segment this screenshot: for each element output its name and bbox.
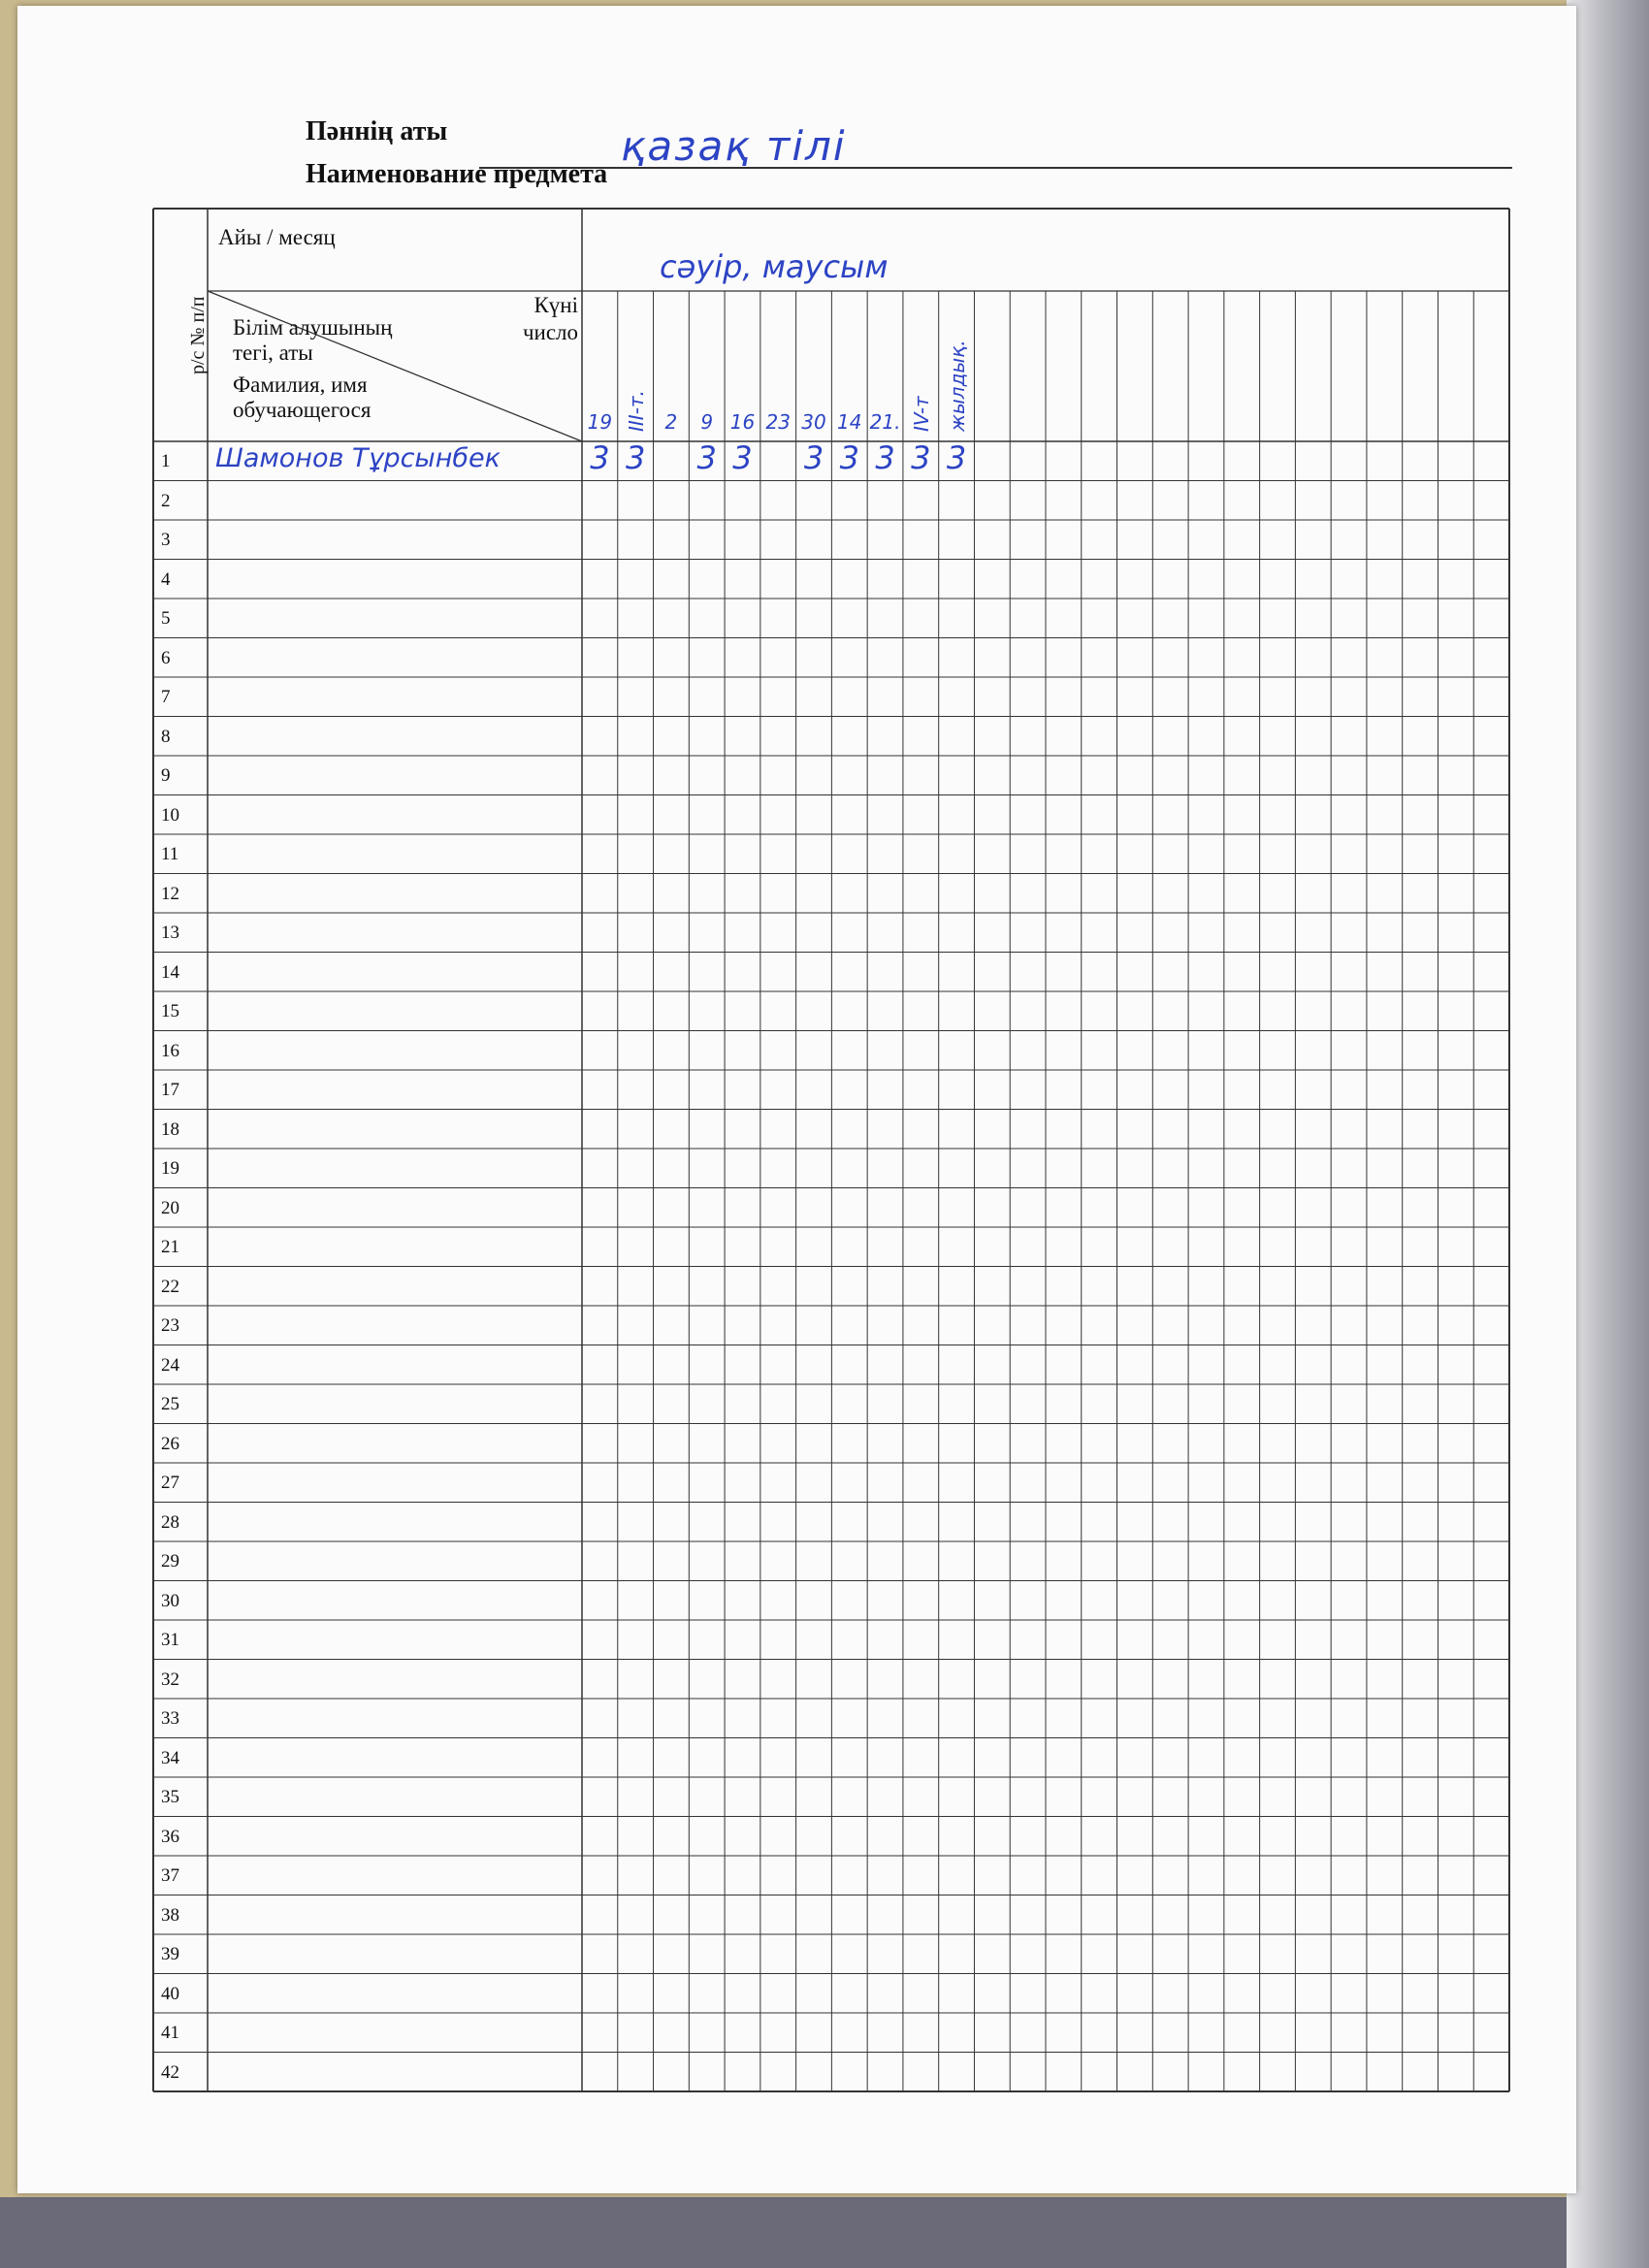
row-number: 38: [161, 1904, 179, 1926]
col-num-label: р/с № п/п: [187, 296, 209, 374]
row-number: 23: [161, 1315, 179, 1336]
row-number: 6: [161, 647, 171, 668]
date-header-cell: 2: [664, 410, 678, 434]
date-header-cell: 16: [729, 410, 756, 434]
row-number: 31: [161, 1630, 179, 1650]
row-number: 34: [161, 1747, 179, 1768]
subject-label-kz: Пәннің аты: [306, 116, 448, 146]
row-number: 10: [161, 804, 179, 826]
row-number: 42: [161, 2061, 179, 2083]
grade-cell: 3: [590, 439, 610, 476]
date-header-cell: жылдық.: [946, 340, 970, 432]
row-number: 12: [161, 883, 179, 904]
row-number: 27: [161, 1473, 179, 1493]
grade-cell: 3: [875, 439, 895, 476]
grade-cell: 3: [732, 439, 753, 476]
date-header-cell: 19: [587, 410, 613, 434]
row-number: 40: [161, 1983, 179, 2004]
name-label-kz: Білім алушының тегі, аты: [233, 315, 393, 365]
row-number: 37: [161, 1865, 179, 1886]
grade-cell: 3: [625, 439, 646, 476]
row-number: 41: [161, 2023, 179, 2043]
month-label: Айы / месяц: [218, 225, 336, 249]
date-header-cell: III-т.: [625, 390, 649, 432]
row-number: 8: [161, 726, 171, 747]
row-number: 22: [161, 1276, 179, 1297]
row-number: 16: [161, 1040, 179, 1061]
row-number: 29: [161, 1551, 179, 1571]
row-number: 26: [161, 1433, 179, 1454]
row-number: 3: [161, 530, 171, 550]
row-number: 17: [161, 1080, 179, 1100]
row-number: 4: [161, 568, 171, 590]
row-number: 21: [161, 1237, 179, 1257]
name-label-ru: Фамилия, имя обучающегося: [233, 373, 372, 422]
row-number: 2: [161, 490, 171, 511]
row-number: 1: [161, 451, 171, 471]
row-number: 39: [161, 1944, 179, 1964]
subject-label-ru: Наименование предмета: [306, 159, 608, 189]
date-header-cell: IV-т: [910, 396, 934, 432]
row-number: 15: [161, 1001, 179, 1021]
row-number: 20: [161, 1197, 179, 1218]
row-number: 35: [161, 1787, 179, 1807]
grade-cell: 3: [696, 439, 717, 476]
date-header-cell: 23: [765, 410, 791, 434]
subject-value: қазақ тілі: [621, 122, 847, 170]
grade-cell: 3: [803, 439, 824, 476]
row-number: 11: [161, 844, 179, 864]
row-number: 14: [161, 961, 179, 983]
row-number: 32: [161, 1669, 179, 1690]
row-number: 30: [161, 1590, 179, 1611]
month-value: сәуір, маусым: [660, 248, 889, 285]
date-label-kz: Күні: [534, 293, 578, 317]
student-name: Шамонов Тұрсынбек: [215, 443, 501, 473]
row-number: 24: [161, 1354, 179, 1376]
row-number: 28: [161, 1511, 179, 1533]
row-number: 33: [161, 1708, 179, 1729]
date-header-cell: 30: [801, 410, 826, 434]
row-number: 19: [161, 1158, 179, 1179]
date-header-cell: 14: [837, 410, 862, 434]
row-number: 25: [161, 1394, 179, 1414]
row-number: 13: [161, 923, 179, 943]
date-header-cell: 21.: [869, 410, 901, 434]
grade-cell: 3: [911, 439, 931, 476]
row-number: 9: [161, 765, 171, 786]
row-number: 36: [161, 1826, 179, 1847]
row-number: 18: [161, 1118, 179, 1140]
date-header-cell: 9: [700, 410, 714, 434]
date-label-ru: число: [522, 320, 578, 344]
row-number: 7: [161, 687, 171, 707]
row-number: 5: [161, 608, 171, 629]
grade-cell: 3: [946, 439, 967, 476]
grade-cell: 3: [839, 439, 859, 476]
